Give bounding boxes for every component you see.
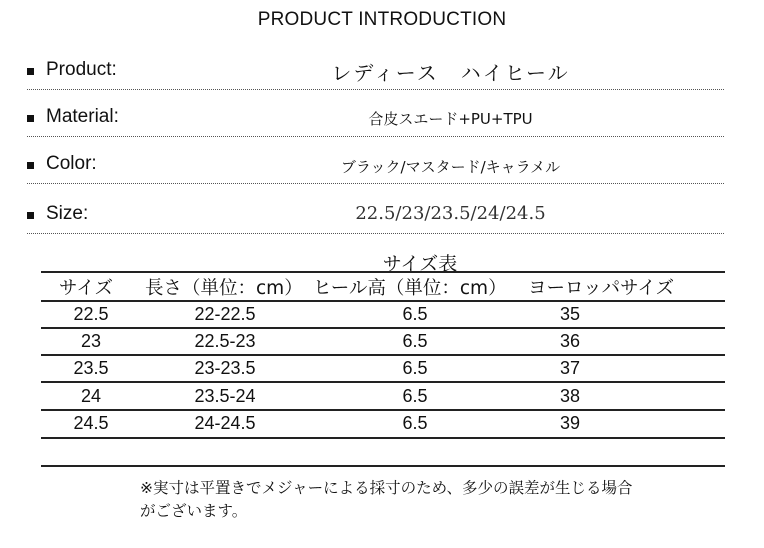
size-table-title: サイズ表 bbox=[382, 253, 458, 275]
dotted-divider bbox=[27, 183, 724, 184]
product-value: レディース ハイヒール bbox=[331, 61, 570, 85]
table-rule bbox=[41, 465, 725, 467]
info-row-material bbox=[27, 106, 724, 132]
cell-length: 23-23.5 bbox=[194, 358, 256, 378]
cell-size: 23 bbox=[80, 331, 102, 351]
table-rule bbox=[41, 327, 725, 329]
table-rule bbox=[41, 409, 725, 411]
measurement-note bbox=[140, 477, 740, 523]
color-value: ブラック/マスタード/キャラメル bbox=[340, 158, 561, 176]
header-eu-size: ヨーロッパサイズ bbox=[528, 278, 675, 299]
color-label: Color: bbox=[46, 153, 97, 174]
material-label: Material: bbox=[46, 106, 119, 127]
bullet-icon bbox=[27, 68, 34, 75]
info-row-color bbox=[27, 153, 724, 179]
cell-eu-size: 39 bbox=[559, 413, 581, 433]
cell-size: 23.5 bbox=[73, 358, 109, 378]
cell-size: 24 bbox=[80, 386, 102, 406]
cell-length: 22-22.5 bbox=[194, 304, 256, 324]
cell-size: 24.5 bbox=[73, 413, 109, 433]
header-size: サイズ bbox=[59, 278, 114, 299]
cell-length: 23.5-24 bbox=[194, 386, 256, 406]
cell-heel-height: 6.5 bbox=[402, 304, 428, 324]
header-length: 長さ（単位：cm） bbox=[145, 278, 303, 299]
bullet-icon bbox=[27, 115, 34, 122]
cell-heel-height: 6.5 bbox=[402, 331, 428, 351]
header-heel-height: ヒール高（単位：cm） bbox=[313, 278, 507, 299]
cell-heel-height: 6.5 bbox=[402, 358, 428, 378]
cell-size: 22.5 bbox=[73, 304, 109, 324]
bullet-icon bbox=[27, 162, 34, 169]
cell-eu-size: 38 bbox=[559, 386, 581, 406]
cell-heel-height: 6.5 bbox=[402, 386, 428, 406]
table-rule bbox=[41, 354, 725, 356]
page-title: PRODUCT INTRODUCTION bbox=[257, 9, 507, 30]
table-rule bbox=[41, 300, 725, 302]
cell-heel-height: 6.5 bbox=[402, 413, 428, 433]
cell-length: 22.5-23 bbox=[194, 331, 256, 351]
bullet-icon bbox=[27, 212, 34, 219]
material-value: 合皮スエード+PU+TPU bbox=[368, 110, 533, 128]
size-value: 22.5/23/23.5/24/24.5 bbox=[355, 203, 546, 224]
info-row-product bbox=[27, 59, 724, 85]
dotted-divider bbox=[27, 233, 724, 234]
cell-eu-size: 36 bbox=[559, 331, 581, 351]
table-rule bbox=[41, 381, 725, 383]
dotted-divider bbox=[27, 89, 724, 90]
cell-eu-size: 37 bbox=[559, 358, 581, 378]
cell-eu-size: 35 bbox=[559, 304, 581, 324]
product-label: Product: bbox=[46, 59, 117, 80]
table-rule bbox=[41, 271, 725, 273]
dotted-divider bbox=[27, 136, 724, 137]
info-row-size bbox=[27, 203, 724, 229]
table-rule bbox=[41, 437, 725, 439]
note-line: がございます。 bbox=[140, 502, 248, 520]
cell-length: 24-24.5 bbox=[194, 413, 256, 433]
size-label: Size: bbox=[46, 203, 89, 224]
note-line: ※実寸は平置きでメジャーによる採寸のため、多少の誤差が生じる場合 bbox=[140, 479, 633, 497]
